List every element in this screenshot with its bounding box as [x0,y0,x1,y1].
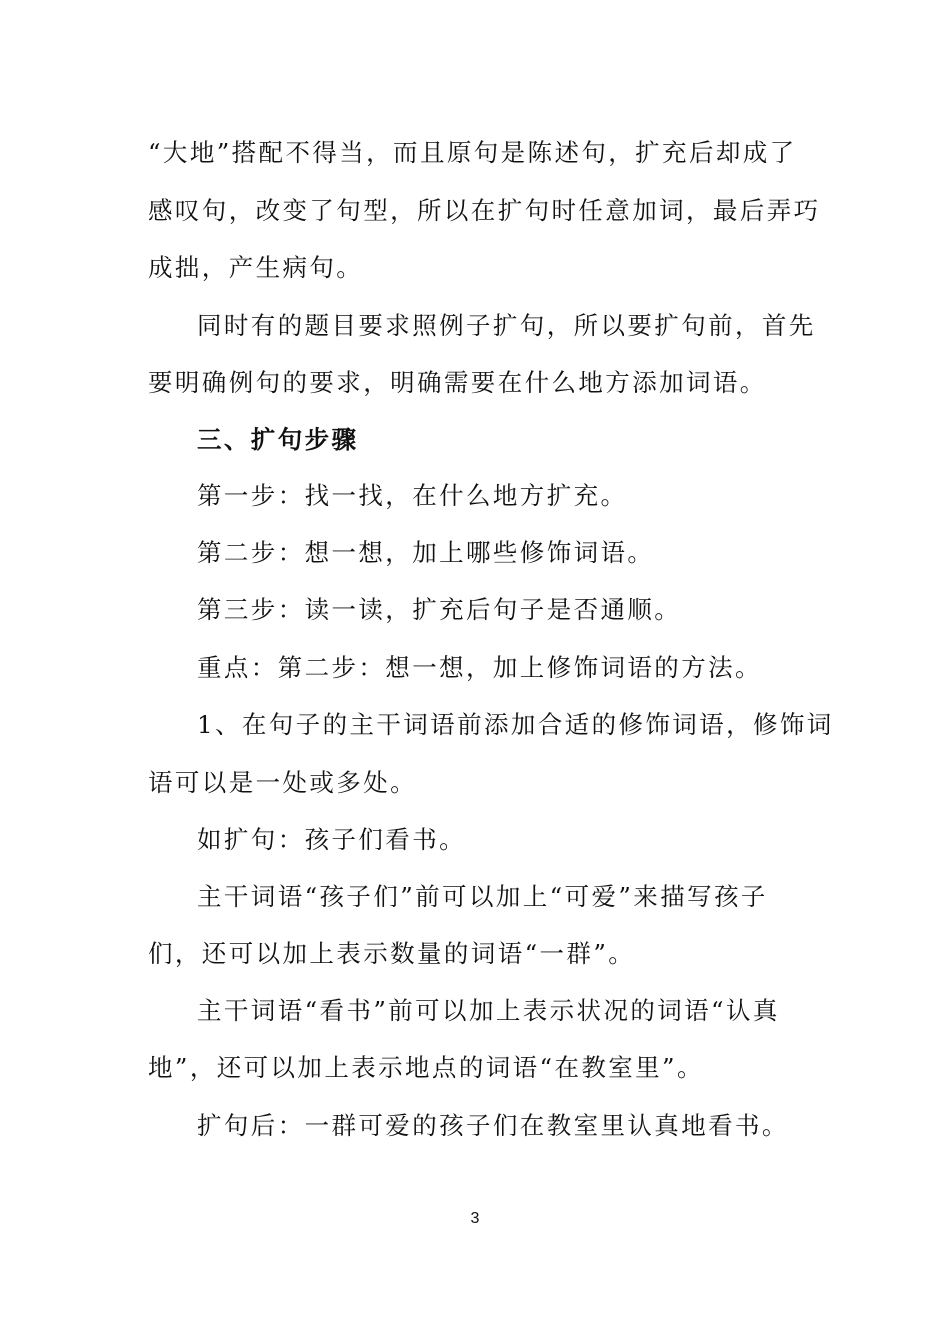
paragraph-line: 1、在句子的主干词语前添加合适的修饰词语，修饰词 [197,710,834,739]
paragraph-line: 们，还可以加上表示数量的词语“一群”。 [148,939,636,968]
paragraph-line: 第二步：想一想，加上哪些修饰词语。 [197,538,655,567]
paragraph-line: 第一步：找一找，在什么地方扩充。 [197,481,628,510]
paragraph-line: 要明确例句的要求，明确需要在什么地方添加词语。 [148,368,767,397]
paragraph-line: “大地”搭配不得当，而且原句是陈述句，扩充后却成了 [148,138,797,167]
section-heading: 三、扩句步骤 [197,425,359,454]
paragraph-line: 重点：第二步：想一想，加上修饰词语的方法。 [197,653,762,682]
paragraph-line: 第三步：读一读，扩充后句子是否通顺。 [197,595,682,624]
paragraph-line: 扩句后：一群可爱的孩子们在教室里认真地看书。 [197,1111,789,1140]
paragraph-line: 同时有的题目要求照例子扩句，所以要扩句前，首先 [197,311,816,340]
paragraph-line: 地”，还可以加上表示地点的词语“在教室里”。 [148,1053,704,1082]
paragraph-line: 主干词语“看书”前可以加上表示状况的词语“认真 [197,996,780,1025]
paragraph-line: 如扩句：孩子们看书。 [197,825,466,854]
paragraph-line: 主干词语“孩子们”前可以加上“可爱”来描写孩子 [197,882,768,911]
paragraph-line: 感叹句，改变了句型，所以在扩句时任意加词，最后弄巧 [148,196,821,225]
paragraph-line: 成拙，产生病句。 [148,253,364,282]
page-number: 3 [470,1210,480,1227]
paragraph-line: 语可以是一处或多处。 [148,768,417,797]
